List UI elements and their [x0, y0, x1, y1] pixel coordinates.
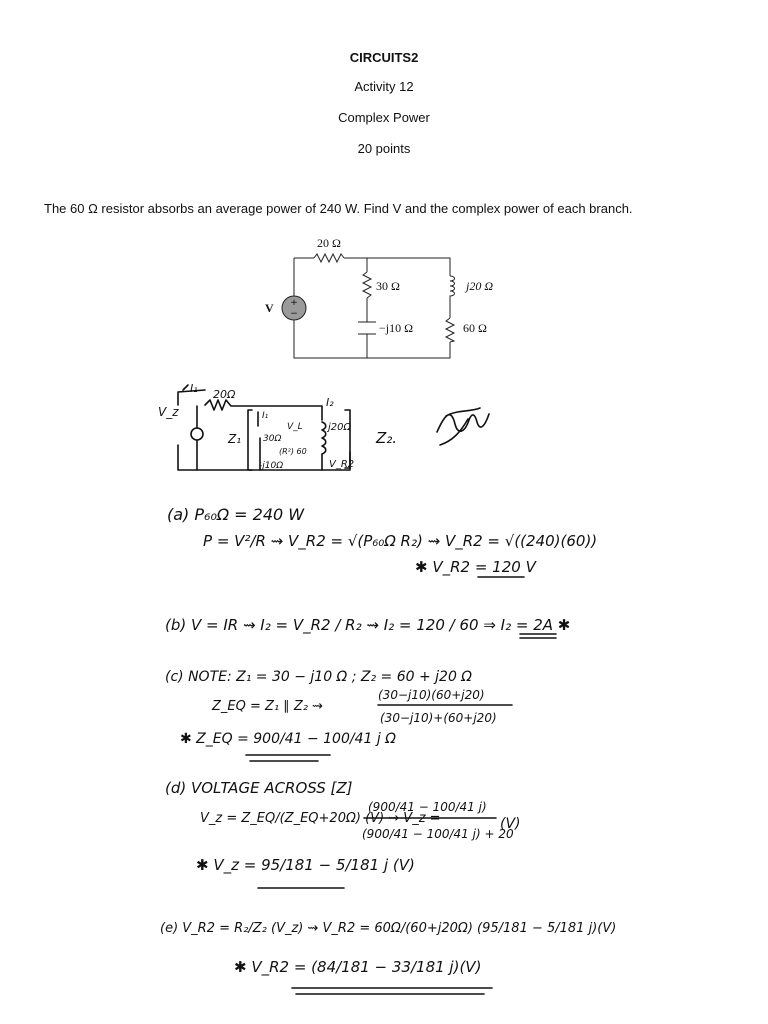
- label-source-v: V: [265, 301, 274, 315]
- part-d-num: (900/41 − 100/41 j): [368, 800, 487, 814]
- label-cap: −j10 Ω: [379, 321, 414, 335]
- sketch-wires: [178, 390, 350, 470]
- problem-statement: The 60 Ω resistor absorbs an average power of 240 W. Find V and the complex power of each branch.: [44, 201, 633, 216]
- part-d-result: ✱ V_z = 95/181 − 5/181 j (V): [196, 856, 415, 874]
- course-title: CIRCUITS2: [349, 50, 419, 65]
- inductor: [450, 276, 455, 298]
- part-a-result: ✱ V_R2 = 120 V: [415, 558, 536, 576]
- part-e-formula: (e) V_R2 = R₂/Z₂ (V_z) ⇝ V_R2 = 60Ω/(60+j20Ω) (95/181 − 5/181 j)(V): [160, 921, 617, 936]
- capacitor: [358, 322, 376, 334]
- resistor-60-ohm: [446, 318, 454, 342]
- top-wire: [294, 258, 450, 276]
- part-d-formula: V_z = Z_EQ/(Z_EQ+20Ω) (V) ⇝ V_z =: [200, 811, 441, 826]
- points-label: 20 points: [357, 141, 411, 156]
- sketch-vl: V_L: [287, 422, 303, 432]
- part-a-label: (a) P₆₀Ω = 240 W: [167, 505, 305, 524]
- source-wire: [294, 258, 450, 358]
- sketch-z2: Z₂.: [376, 429, 398, 447]
- sketch-source-icon: [191, 428, 203, 440]
- part-b: (b) V = IR ⇝ I₂ = V_R2 / R₂ ⇝ I₂ = 120 / 60 ⇒ I₂ = 2A ✱: [165, 616, 571, 634]
- voltage-source-icon: [282, 296, 306, 320]
- sketch-ii: I₁: [262, 411, 269, 421]
- sketch-vz: V_z: [158, 405, 179, 419]
- part-c-zeq-def: Z_EQ = Z₁ ∥ Z₂ ⇝: [212, 699, 324, 714]
- sketch-z2-branch: [322, 422, 326, 470]
- sketch-j20: j20Ω: [328, 422, 352, 433]
- topic-title: Complex Power: [338, 110, 430, 125]
- part-c-zeq-den: (30−j10)+(60+j20): [380, 711, 497, 725]
- resistor-20-ohm: [314, 254, 344, 262]
- label-20-ohm: 20 Ω: [317, 236, 341, 250]
- sketch-r20: 20Ω: [213, 388, 236, 401]
- label-30-ohm: 30 Ω: [376, 279, 400, 293]
- part-e-result: ✱ V_R2 = (84/181 − 33/181 j)(V): [234, 958, 482, 976]
- svg-text:+: +: [290, 298, 298, 308]
- part-c-zeq-num: (30−j10)(60+j20): [378, 688, 485, 702]
- sketch-r30: 30Ω: [263, 434, 282, 444]
- solution-work: [160, 505, 616, 994]
- part-c-result: ✱ Z_EQ = 900/41 − 100/41 j Ω: [180, 731, 396, 747]
- label-60-ohm: 60 Ω: [463, 321, 487, 335]
- part-c-note: (c) NOTE: Z₁ = 30 − j10 Ω ; Z₂ = 60 + j20 Ω: [165, 669, 473, 685]
- sketch-z1: Z₁: [228, 432, 242, 446]
- activity-number: Activity 12: [354, 79, 414, 94]
- part-a-formula: P = V²/R ⇝ V_R2 = √(P₆₀Ω R₂) ⇝ V_R2 = √((240)(60)): [203, 532, 598, 550]
- resistor-30-ohm: [363, 272, 371, 298]
- part-d-label: (d) VOLTAGE ACROSS [Z]: [165, 779, 353, 797]
- sketch-mj10: -j10Ω: [259, 461, 284, 471]
- handwritten-signature: [437, 408, 489, 445]
- label-inductor: j20 Ω: [466, 279, 494, 293]
- svg-text:−: −: [290, 309, 298, 319]
- sketch-i1: I₁: [190, 382, 198, 395]
- sketch-c60: (R²) 60: [279, 447, 307, 456]
- sketch-i2: I₂: [326, 396, 334, 409]
- hand-sketch: [158, 382, 397, 471]
- part-d-den: (900/41 − 100/41 j) + 20: [362, 827, 514, 841]
- circuit-diagram: [265, 236, 493, 358]
- part-d-unit: (V): [500, 816, 521, 832]
- sketch-vr2: V_R2: [329, 459, 355, 470]
